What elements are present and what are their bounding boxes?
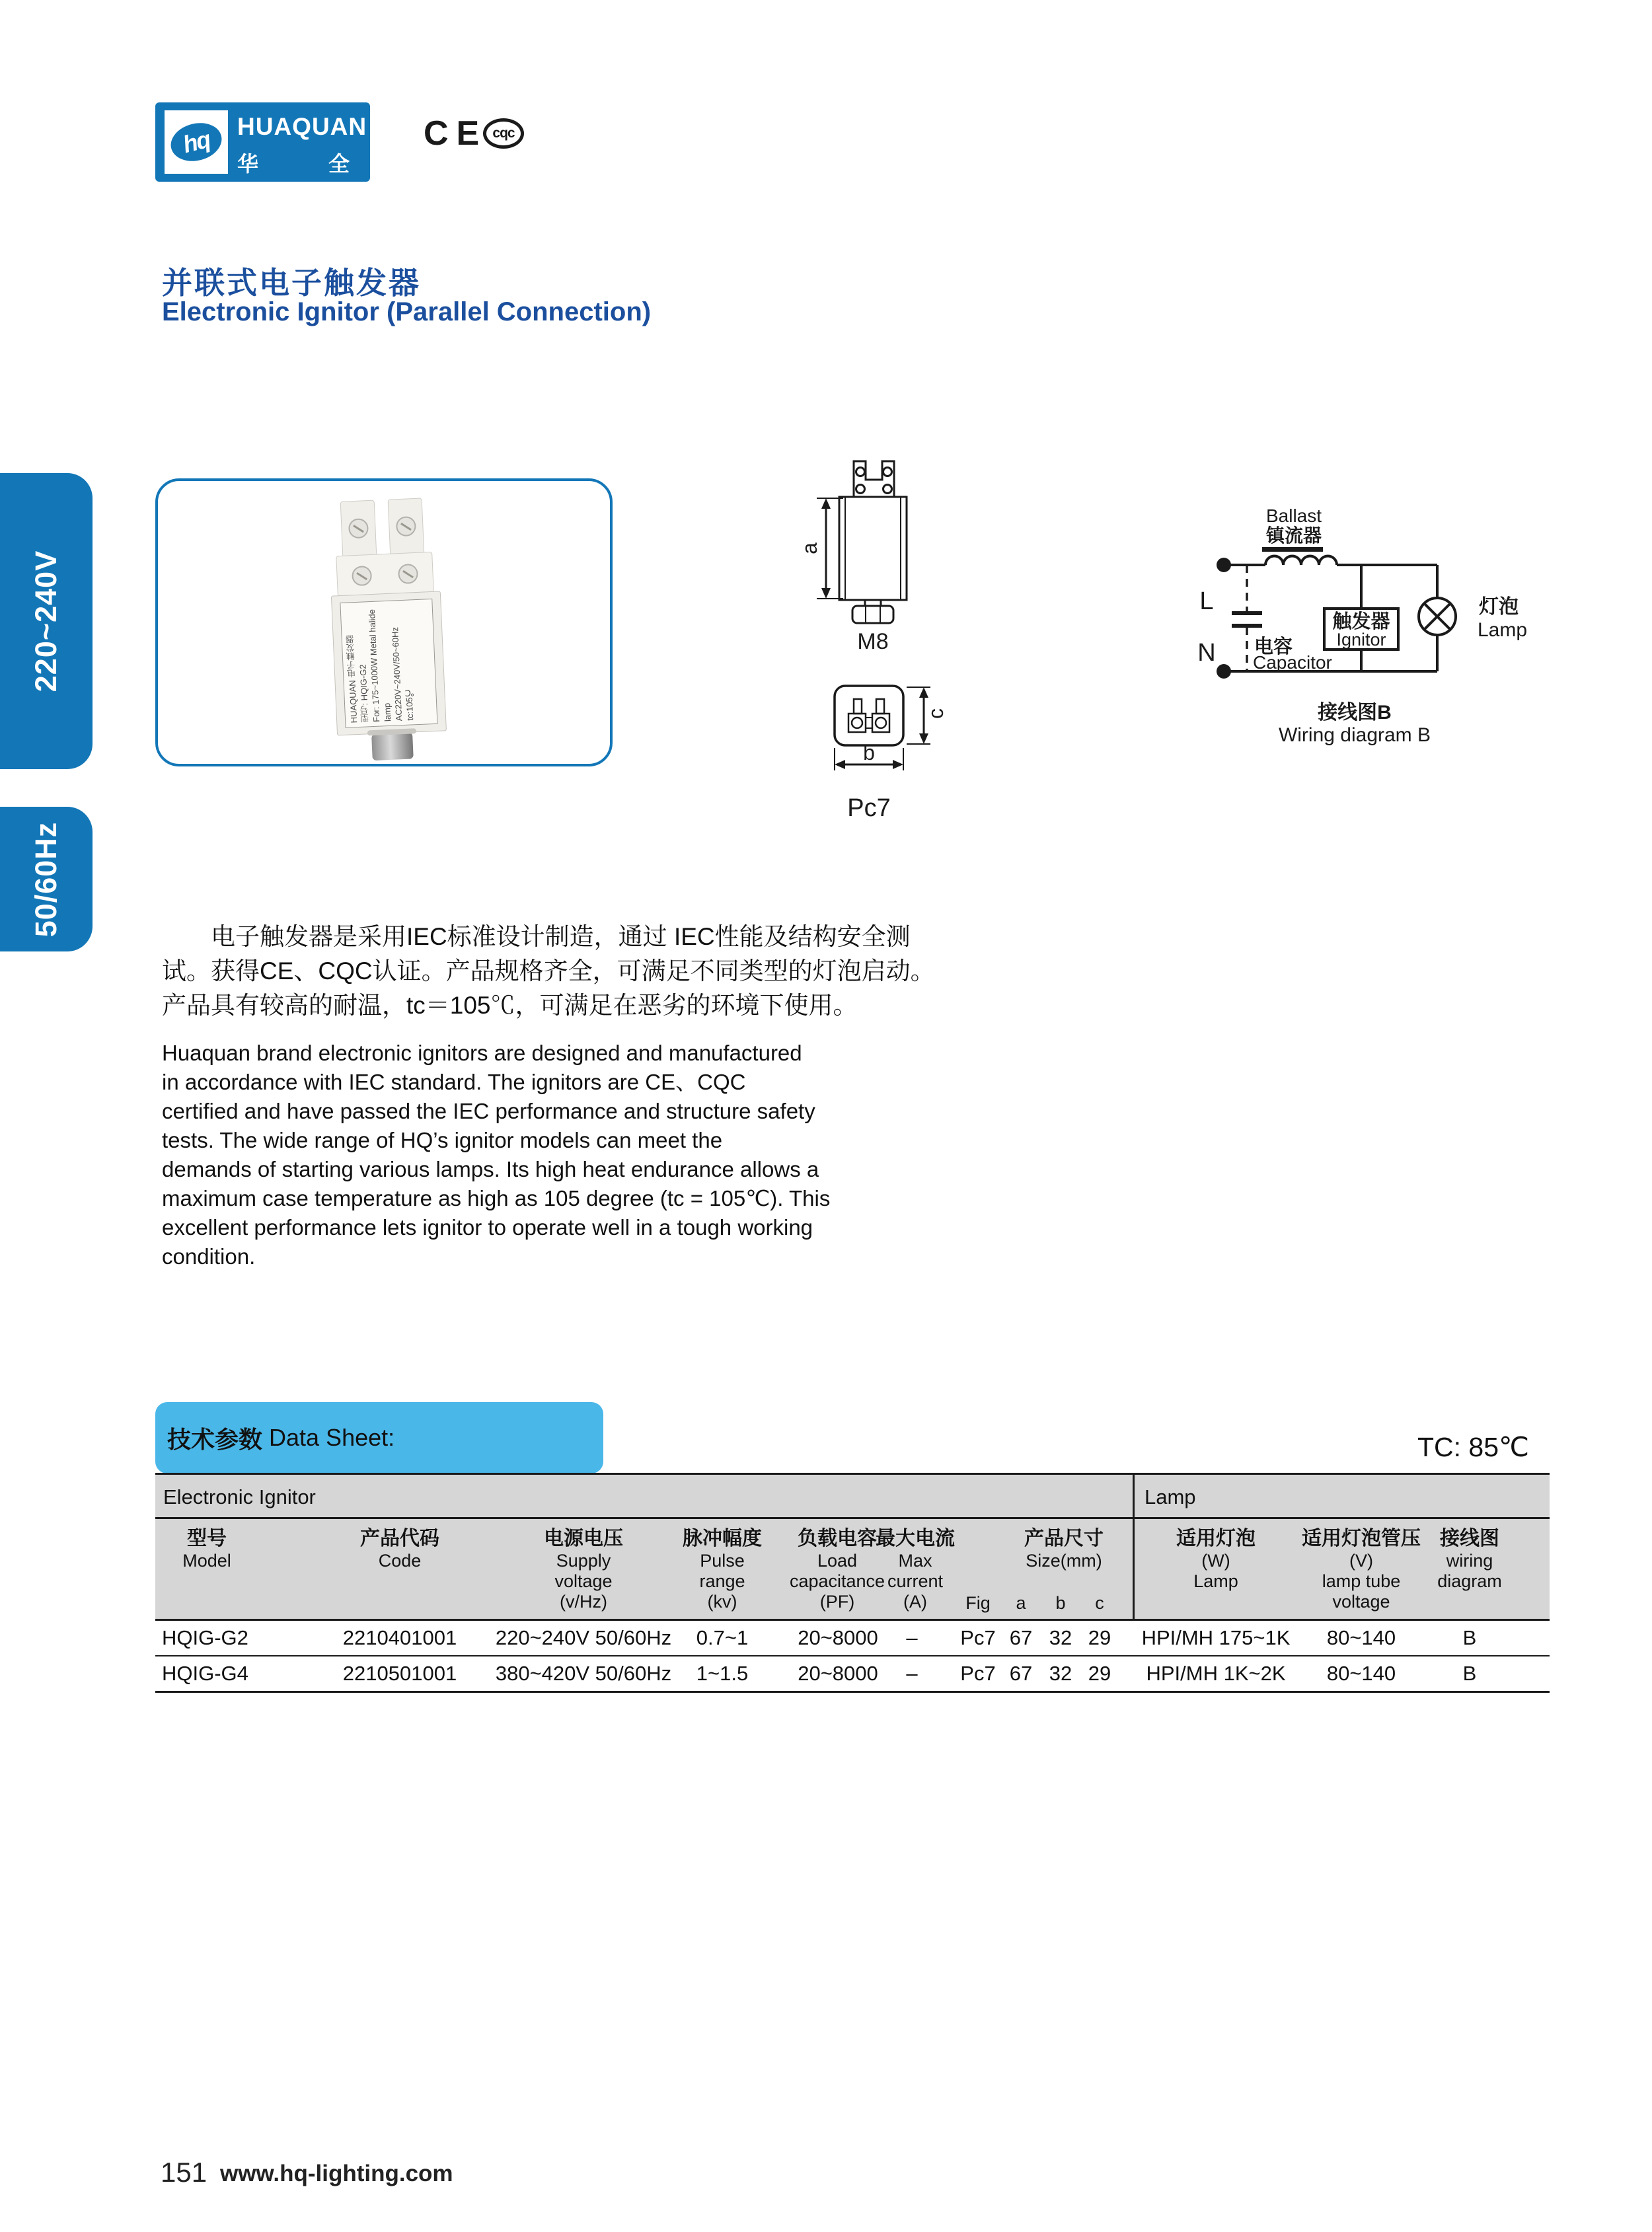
cell-supply: 220~240V 50/60Hz <box>495 1626 672 1649</box>
description-en-line: excellent performance lets ignitor to operate well in a tough working <box>162 1215 813 1240</box>
datasheet-label-zh: 技术参数 <box>167 1425 263 1453</box>
cell-lamp: HPI/MH 175~1K <box>1141 1626 1291 1649</box>
description-zh-line: 试。获得CE、CQC认证。产品规格齐全，可满足不同类型的灯泡启动。 <box>162 957 935 985</box>
description-zh-line: 电子触发器是采用IEC标准设计制造，通过 IEC性能及结构安全测 <box>211 923 911 950</box>
ballast-coil-icon <box>1265 556 1337 566</box>
ce-mark-icon: CE <box>424 114 488 153</box>
ignitor-label-en: Ignitor <box>1336 630 1386 650</box>
brand-zh-right: 全 <box>328 152 350 176</box>
description-en <box>162 1039 942 1271</box>
table-header-row <box>155 1519 1550 1619</box>
cell-max: – <box>906 1626 918 1649</box>
description-en-line: tests. The wide range of HQ’s ignitor models can meet the <box>162 1128 723 1152</box>
terminal-tab-left <box>340 500 377 558</box>
sidebar-tab-voltage <box>0 473 93 769</box>
cell-pulse: 0.7~1 <box>696 1626 749 1649</box>
col-header-load: 负载电容 Load capacitance (PF) <box>789 1528 885 1612</box>
col-header-b: b <box>1055 1593 1066 1613</box>
section-lamp: Lamp <box>1145 1485 1196 1508</box>
col-header-c: c <box>1095 1593 1104 1613</box>
col-header-model: 型号 Model <box>182 1528 231 1571</box>
capacitor-label-en: Capacitor <box>1253 652 1332 673</box>
cell-lamp: HPI/MH 1K~2K <box>1146 1662 1286 1685</box>
cell-code: 2210401001 <box>342 1626 457 1649</box>
terminal-screw-icon <box>348 518 369 539</box>
cell-fig: Pc7 <box>960 1662 996 1685</box>
table-row <box>155 1656 1550 1691</box>
table-section-band <box>155 1475 1550 1517</box>
terminal-screw-icon <box>396 516 416 537</box>
brand-zh-left: 华 <box>237 152 259 176</box>
nameplate-line: For: 175~1000W Metal halide lamp <box>366 609 393 723</box>
section-electronic-ignitor: Electronic Ignitor <box>163 1485 316 1508</box>
description-en-line: demands of starting various lamps. Its high heat endurance allows a <box>162 1157 819 1181</box>
logo-script: hq <box>180 125 213 159</box>
col-header-max: 最大电流 Max current (A) <box>876 1528 955 1612</box>
ignitor-body <box>331 591 447 735</box>
cell-a: 67 <box>1009 1626 1033 1649</box>
lamp-label-en: Lamp <box>1478 619 1528 641</box>
terminal-screw-icon <box>398 564 418 584</box>
cell-load: 20~8000 <box>798 1662 878 1685</box>
ballast-label-en: Ballast <box>1265 505 1322 526</box>
cell-code: 2210501001 <box>342 1662 457 1685</box>
ignitor-nameplate <box>340 599 437 728</box>
side-view-body <box>839 497 907 600</box>
cell-model: HQIG-G2 <box>162 1626 248 1649</box>
table-section-divider <box>1133 1475 1135 1621</box>
dimension-drawing <box>780 436 978 833</box>
dim-a-label: a <box>798 542 821 554</box>
dim-b-label: b <box>863 741 875 764</box>
wiring-caption-en: Wiring diagram B <box>1278 724 1431 746</box>
cell-model: HQIG-G4 <box>162 1662 248 1685</box>
col-header-lamp: 适用灯泡 (W) Lamp <box>1176 1528 1256 1591</box>
col-header-tube-voltage: 适用灯泡管压 (V) lamp tube voltage <box>1302 1528 1421 1612</box>
dim-m8-label: M8 <box>857 629 889 654</box>
terminal-block <box>336 552 434 597</box>
page-title-zh: 并联式电子触发器 <box>162 266 421 300</box>
terminal-l-dot <box>1217 558 1231 572</box>
dim-c-label: c <box>924 708 948 719</box>
col-header-size: 产品尺寸 Size(mm) <box>1024 1528 1104 1571</box>
description-zh <box>162 920 942 1023</box>
datasheet-label-en: Data Sheet: <box>269 1424 395 1451</box>
description-zh-line: 产品具有较高的耐温，tc＝105℃，可满足在恶劣的环境下使用。 <box>162 992 858 1019</box>
sidebar-tab-voltage-label: 220~240V <box>29 550 63 692</box>
col-header-code: 产品代码 Code <box>360 1528 439 1571</box>
capacitor-label-zh: 电容 <box>1254 636 1293 657</box>
col-header-fig: Fig <box>965 1593 991 1613</box>
bottom-view-body <box>835 686 903 745</box>
nameplate-line: AC220V~240V/50~60Hz tc:105℃ <box>390 626 416 722</box>
cell-wiring: B <box>1462 1626 1477 1649</box>
terminal-n-dot <box>1217 664 1231 679</box>
cell-b: 32 <box>1049 1626 1072 1649</box>
datasheet-label <box>155 1402 603 1473</box>
cell-c: 29 <box>1088 1662 1111 1685</box>
brand-name: HUAQUAN <box>237 113 367 140</box>
col-header-wiring: 接线图 wiring diagram <box>1437 1528 1502 1591</box>
product-photo-frame <box>155 478 613 766</box>
col-header-supply: 电源电压 Supply voltage (v/Hz) <box>544 1528 623 1612</box>
page-number: 151 <box>161 2157 207 2188</box>
brand-logo <box>155 102 370 182</box>
wiring-caption-zh: 接线图B <box>1318 702 1392 724</box>
hq-oval-icon <box>167 118 225 166</box>
brand-chinese <box>237 147 350 178</box>
cell-a: 67 <box>1009 1662 1033 1685</box>
mounting-bolt <box>371 732 414 761</box>
datasheet-table <box>155 1473 1550 1693</box>
terminal-screw-icon <box>352 566 372 586</box>
sidebar-tab-frequency <box>0 807 93 951</box>
wiring-diagram <box>1150 463 1559 753</box>
cell-max: – <box>906 1662 918 1685</box>
line-l-label: L <box>1199 587 1214 615</box>
cell-tube-voltage: 80~140 <box>1326 1626 1396 1649</box>
ignitor-device-photo <box>282 496 492 759</box>
nameplate-line: HUAQUAN 电子触发器 <box>345 634 359 724</box>
cell-fig: Pc7 <box>960 1626 996 1649</box>
line-n-label: N <box>1197 639 1216 667</box>
logo-square <box>165 110 228 174</box>
cell-wiring: B <box>1462 1662 1477 1685</box>
page-title-en: Electronic Ignitor (Parallel Connection) <box>162 297 652 326</box>
cell-b: 32 <box>1049 1662 1072 1685</box>
cell-tube-voltage: 80~140 <box>1326 1662 1396 1685</box>
nameplate-line: 型号: HQIG-G2 <box>357 664 371 723</box>
website-link[interactable]: www.hq-lighting.com <box>220 2161 453 2186</box>
lamp-label-zh: 灯泡 <box>1479 596 1519 618</box>
cell-load: 20~8000 <box>798 1626 878 1649</box>
logo-text-block <box>237 113 367 178</box>
tc-note: TC: 85℃ <box>1417 1432 1530 1462</box>
figure-label: Pc7 <box>847 794 891 822</box>
cell-c: 29 <box>1088 1626 1111 1649</box>
cqc-mark-icon <box>483 118 524 149</box>
description-en-line: Huaquan brand electronic ignitors are designed and manufactured <box>162 1041 802 1065</box>
ballast-label-zh: 镇流器 <box>1265 525 1322 546</box>
cell-supply: 380~420V 50/60Hz <box>495 1662 672 1685</box>
col-header-a: a <box>1016 1593 1026 1613</box>
ignitor-label-zh: 触发器 <box>1332 611 1390 632</box>
description-en-line: condition. <box>162 1244 256 1269</box>
col-header-pulse: 脉冲幅度 Pulse range (kv) <box>683 1528 762 1612</box>
sidebar-tab-frequency-label: 50/60Hz <box>29 821 63 937</box>
description-en-line: certified and have passed the IEC performance and structure safety <box>162 1099 815 1123</box>
terminal-tab-right <box>388 498 425 556</box>
table-row <box>155 1621 1550 1655</box>
description-en-line: maximum case temperature as high as 105 degree (tc = 105℃). This <box>162 1186 831 1210</box>
cqc-mark-text: cqc <box>492 126 515 141</box>
description-en-line: in accordance with IEC standard. The ignitors are CE、CQC <box>162 1070 746 1094</box>
cell-pulse: 1~1.5 <box>696 1662 749 1685</box>
